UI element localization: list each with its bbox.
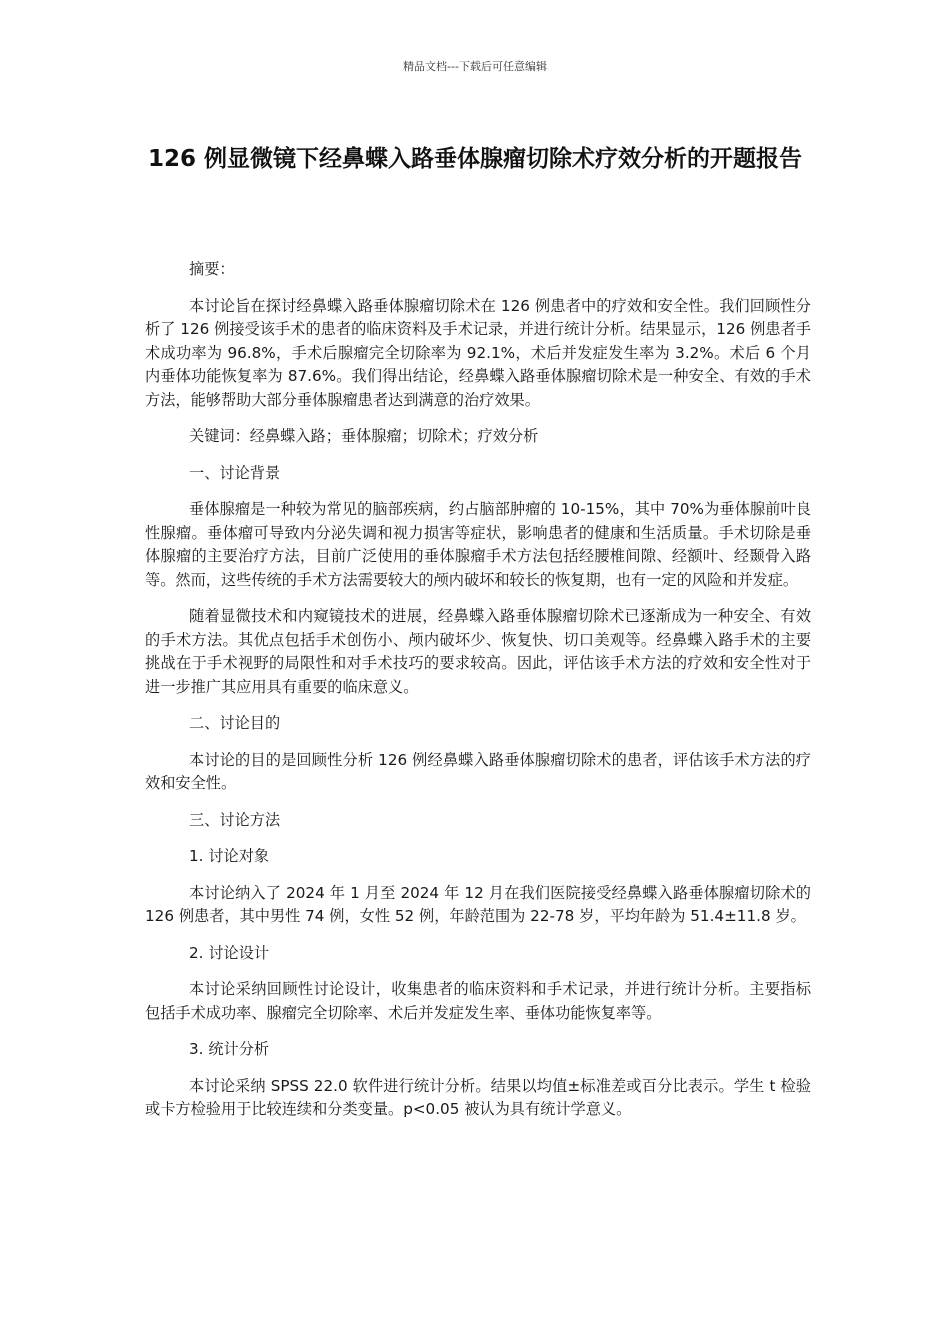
document-title: 126 例显微镜下经鼻蝶入路垂体腺瘤切除术疗效分析的开题报告 — [147, 146, 803, 172]
abstract-label: 摘要： — [189, 260, 235, 278]
background-paragraph-1: 垂体腺瘤是一种较为常见的脑部疾病，约占脑部肿瘤的 10-15%，其中 70%为垂体腺前叶良性腺瘤。垂体瘤可导致内分泌失调和视力损害等症状，影响患者的健康和生活质量。手术切除是垂体腺瘤的主要治疗方法，目前广泛使用的垂体腺瘤手术方法包括经腰椎间隙、经额叶、经颞骨入路等。然而，这些传统的手术方法需要较大的颅内破坏和较长的恢复期，也有一定的风险和并发症。 — [145, 500, 811, 589]
purpose-paragraph: 本讨论的目的是回顾性分析 126 例经鼻蝶入路垂体腺瘤切除术的患者，评估该手术方法的疗效和安全性。 — [145, 750, 811, 792]
design-paragraph: 本讨论采纳回顾性讨论设计，收集患者的临床资料和手术记录，并进行统计分析。主要指标包括手术成功率、腺瘤完全切除率、术后并发症发生率、垂体功能恢复率等。 — [145, 980, 811, 1022]
background-paragraph-2: 随着显微技术和内窥镜技术的进展，经鼻蝶入路垂体腺瘤切除术已逐渐成为一种安全、有效的手术方法。其优点包括手术创伤小、颅内破坏少、恢复快、切口美观等。经鼻蝶入路手术的主要挑战在于手术视野的局限性和对手术技巧的要求较高。因此，评估该手术方法的疗效和安全性对于进一步推广其应用具有重要的临床意义。 — [145, 607, 811, 696]
abstract-text: 本讨论旨在探讨经鼻蝶入路垂体腺瘤切除术在 126 例患者中的疗效和安全性。我们回顾性分析了 126 例接受该手术的患者的临床资料及手术记录，并进行统计分析。结果显示，126 例患者手术成功率为 96.8%，手术后腺瘤完全切除率为 92.1%，术后并发症发生率为 3.2%。术后 6 个月内垂体功能恢复率为 87.6%。我们得出结论，经鼻蝶入路垂体腺瘤切除术是一种安全、有效的手术方法，能够帮助大部分垂体腺瘤患者达到满意的治疗效果。 — [145, 296, 811, 409]
statistics-paragraph: 本讨论采纳 SPSS 22.0 软件进行统计分析。结果以均值±标准差或百分比表示。学生 t 检验或卡方检验用于比较连续和分类变量。p<0.05 被认为具有统计学意义。 — [145, 1076, 811, 1118]
subsection-heading-design: 2. 讨论设计 — [189, 943, 270, 962]
keywords: 关键词：经鼻蝶入路；垂体腺瘤；切除术；疗效分析 — [189, 427, 539, 445]
header-note: 精品文档---下载后可任意编辑 — [403, 60, 547, 73]
section-heading-background: 一、讨论背景 — [189, 463, 281, 482]
subsection-heading-subjects: 1. 讨论对象 — [189, 847, 270, 865]
section-heading-purpose: 二、讨论目的 — [189, 714, 281, 732]
subjects-paragraph: 本讨论纳入了 2024 年 1 月至 2024 年 12 月在我们医院接受经鼻蝶入路垂体腺瘤切除术的 126 例患者，其中男性 74 例，女性 52 例，年龄范围为 22-78 岁，平均年龄为 51.4±11.8 岁。 — [145, 883, 811, 925]
document-body — [145, 258, 811, 1135]
section-heading-methods: 三、讨论方法 — [189, 810, 281, 829]
subsection-heading-statistics: 3. 统计分析 — [189, 1040, 270, 1058]
